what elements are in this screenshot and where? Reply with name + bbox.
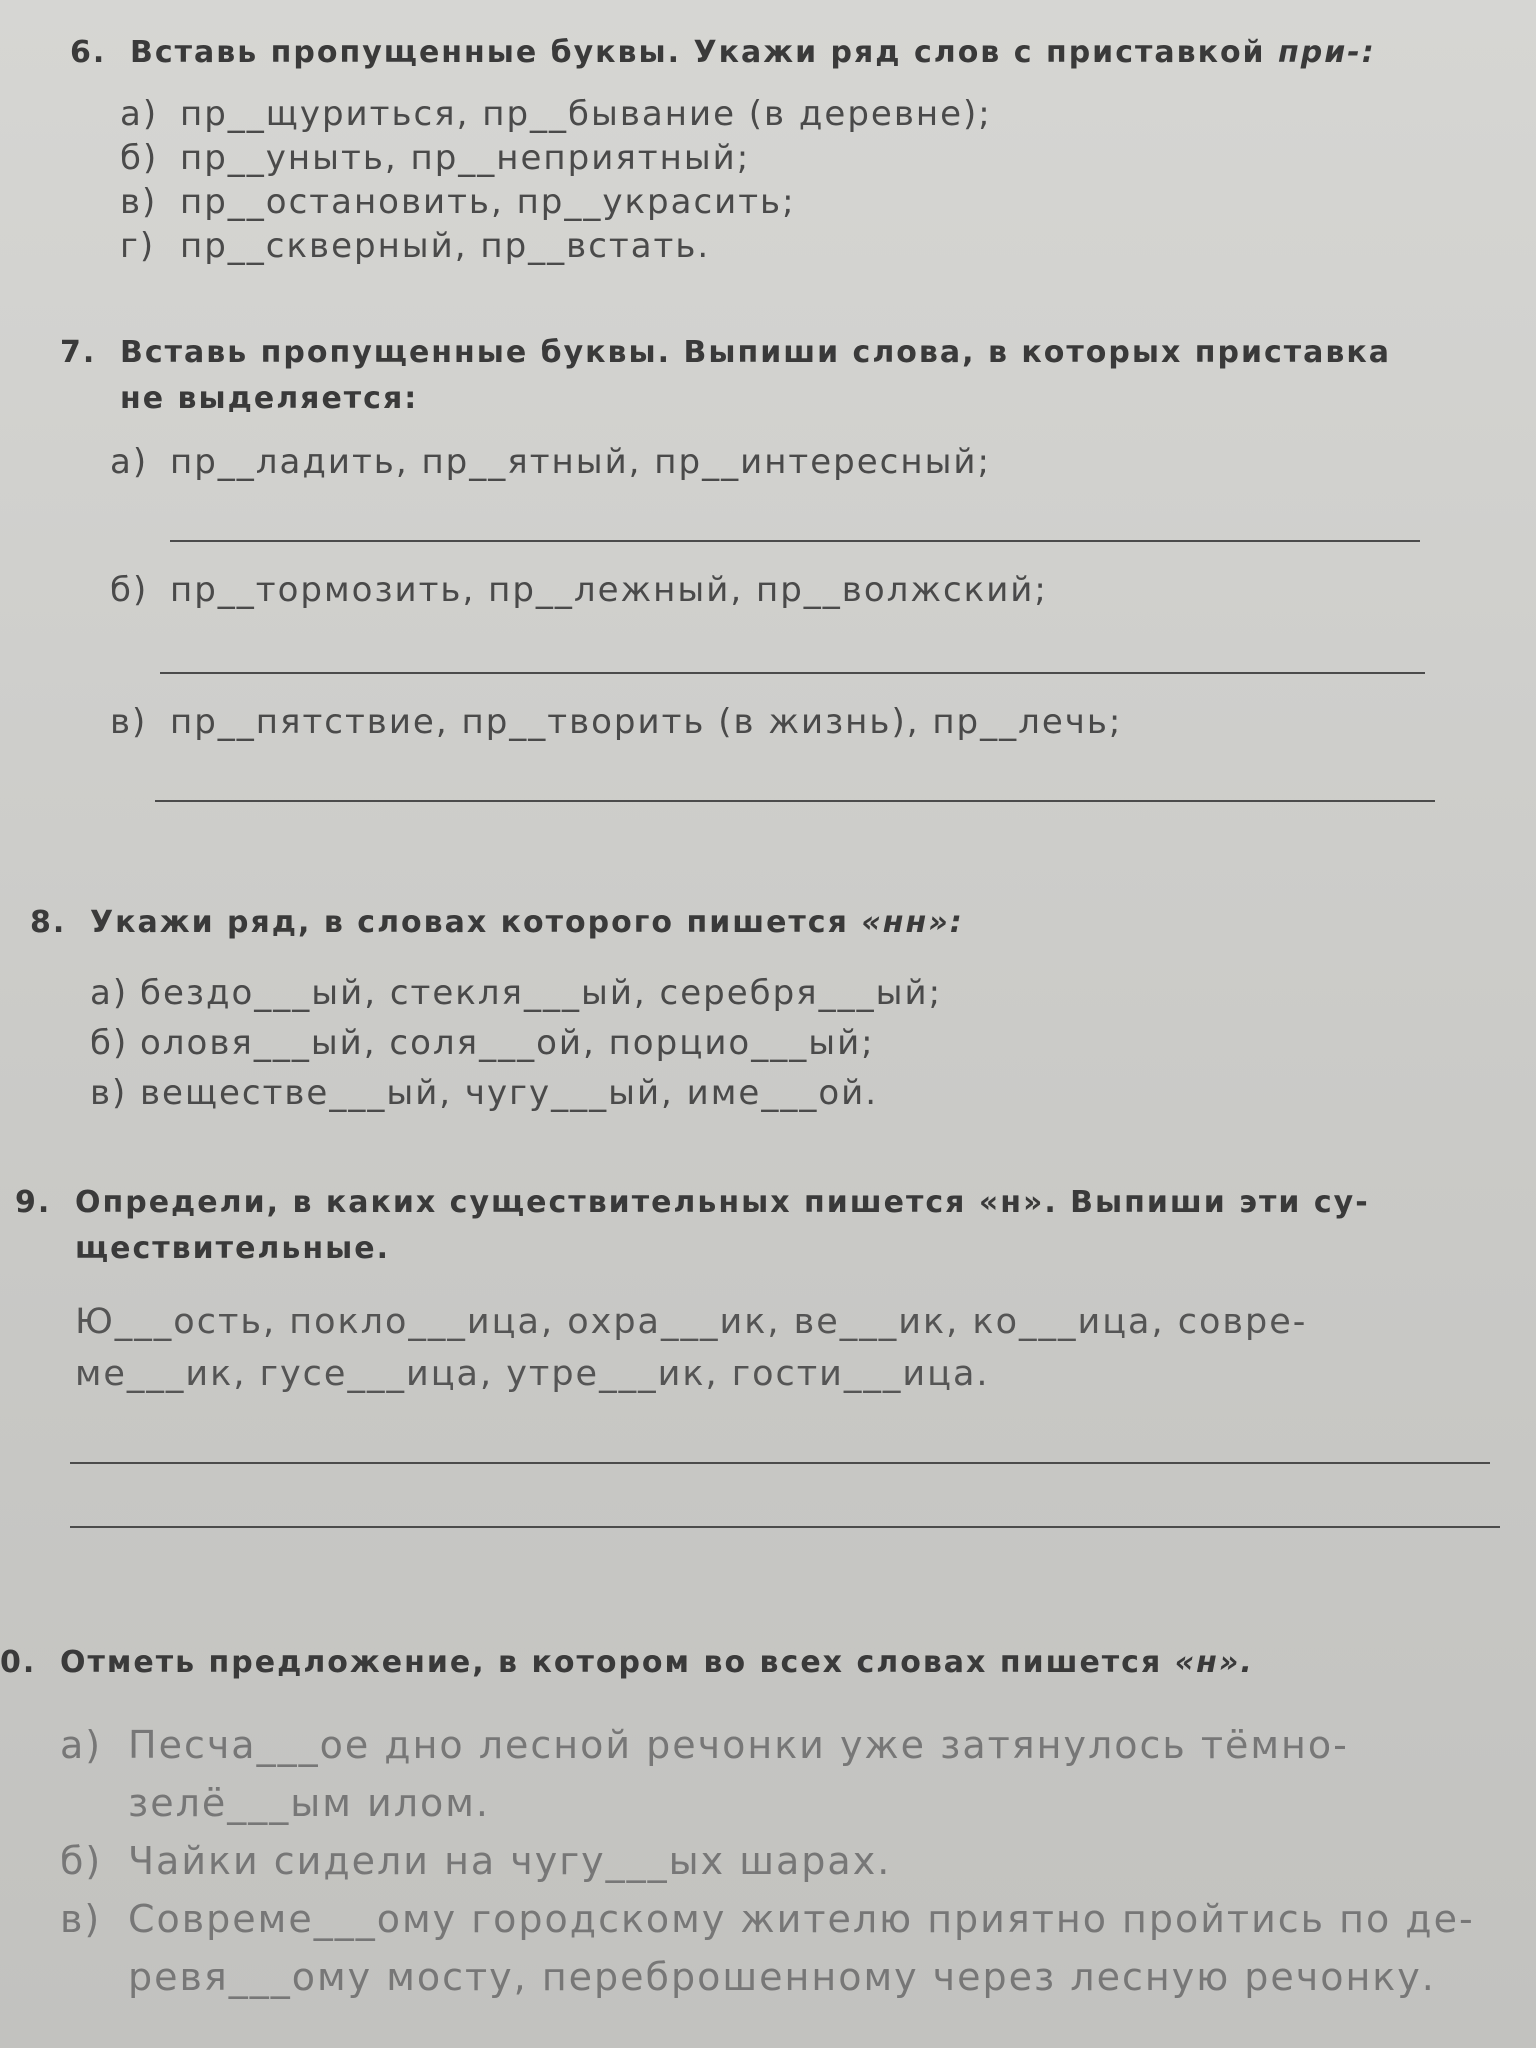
task-6-option-d: г) пр__скверный, пр__встать. <box>120 226 711 266</box>
task-7-option-a: а) пр__ладить, пр__ятный, пр__интересный; <box>110 442 991 482</box>
task-7-answer-line-c[interactable] <box>155 800 1435 802</box>
task-10-option-c-line1: в) Совреме___ому городскому жителю приятно пройтись по де- <box>60 1897 1475 1941</box>
task-9 <box>15 1180 1475 1556</box>
task-6-option-a: а) пр__щуриться, пр__бывание (в деревне); <box>120 94 992 134</box>
task-7-option-c: в) пр__пятствие, пр__творить (в жизнь), пр__лечь; <box>110 702 1123 742</box>
task-7-title-line2: не выделяется: <box>120 381 419 416</box>
task-8 <box>30 900 1430 1118</box>
task-6-option-b: б) пр__уныть, пр__неприятный; <box>120 138 751 178</box>
task-7-answer-line-a[interactable] <box>170 540 1420 542</box>
task-8-title-quote: «нн»: <box>861 905 964 940</box>
task-10-title: 0. Отметь предложение, в котором во всех словах пишется «н». <box>0 1640 1520 1686</box>
task-7-title: 7. Вставь пропущенные буквы. Выпиши слова, в которых приставка <box>60 330 1460 376</box>
task-8-option-c: в) веществе___ый, чугу___ый, име___ой. <box>90 1073 879 1113</box>
task-7-number: 7. <box>60 335 97 370</box>
task-7-answer-line-b[interactable] <box>160 672 1425 674</box>
task-10-title-quote: «н». <box>1174 1645 1254 1680</box>
task-8-option-b: б) оловя___ый, соля___ой, порцио___ый; <box>90 1023 875 1063</box>
task-9-answer-line-1[interactable] <box>70 1462 1490 1464</box>
task-6-title <box>70 30 1490 76</box>
task-8-number: 8. <box>30 905 67 940</box>
task-10-option-b: б) Чайки сидели на чугу___ых шарах. <box>60 1839 892 1883</box>
task-10-option-a-line1: а) Песча___ое дно лесной речонки уже затянулось тёмно- <box>60 1723 1349 1767</box>
task-9-words-line2: ме___ик, гусе___ица, утре___ик, гости___ица. <box>75 1354 990 1394</box>
task-10-option-c-line2: ревя___ому мосту, переброшенному через лесную речонку. <box>128 1955 1436 1999</box>
task-6 <box>70 30 1490 268</box>
task-9-title: 9. Определи, в каких существительных пишется «н». Выпиши эти су- <box>15 1180 1475 1226</box>
task-9-number: 9. <box>15 1185 52 1220</box>
task-9-title-line2: ществительные. <box>75 1231 390 1266</box>
task-10-option-a-line2: зелё___ым илом. <box>128 1781 490 1825</box>
task-6-number: 6. <box>70 35 107 70</box>
task-8-option-a: а) бездо___ый, стекля___ый, серебря___ый; <box>90 973 943 1013</box>
task-10 <box>0 1640 1520 2006</box>
task-7-option-b: б) пр__тормозить, пр__лежный, пр__волжский; <box>110 570 1048 610</box>
task-7 <box>60 330 1460 830</box>
task-9-words-line1: Ю___ость, покло___ица, охра___ик, ве___ик, ко___ица, совре- <box>75 1302 1308 1342</box>
task-6-title-prefix: при-: <box>1278 35 1376 70</box>
task-9-answer-line-2[interactable] <box>70 1526 1500 1528</box>
task-10-number: 0. <box>0 1645 37 1680</box>
task-8-title: 8. Укажи ряд, в словах которого пишется «нн»: <box>30 900 1430 946</box>
task-6-option-c: в) пр__остановить, пр__украсить; <box>120 182 796 222</box>
task-6-title-text: Вставь пропущенные буквы. Укажи ряд слов с приставкой <box>130 35 1266 70</box>
